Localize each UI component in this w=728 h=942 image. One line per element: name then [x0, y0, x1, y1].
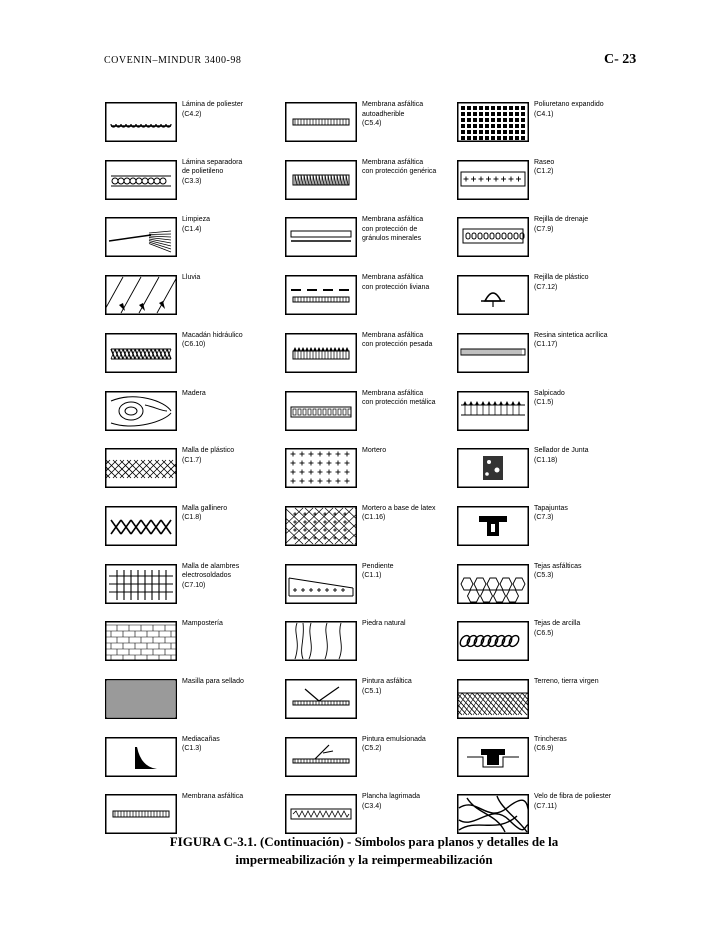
- legend-item: [457, 442, 632, 496]
- legend-item: [285, 154, 460, 208]
- drain-symbol-icon: [457, 217, 529, 257]
- plus-symbol-icon: [285, 448, 357, 488]
- legend-item: [285, 327, 460, 381]
- scallop-symbol-icon: [105, 102, 177, 142]
- metal-symbol-icon: [285, 391, 357, 431]
- legend-label: Trincheras (C6.9): [534, 735, 567, 753]
- legend-label: Membrana asfáltica con protección pesada: [362, 331, 433, 349]
- legend-label: Rejilla de plástico (C7.12): [534, 274, 589, 291]
- legend-label: Tapajuntas (C7.3): [534, 504, 568, 522]
- legend-label: Pendiente (C1.1): [362, 562, 394, 580]
- macadam-symbol-icon: [105, 333, 177, 373]
- heavy-symbol-icon: [285, 333, 357, 373]
- foam-symbol-icon: [457, 102, 529, 142]
- rasseo-symbol-icon: [457, 160, 529, 200]
- hex-symbol-icon: [457, 564, 529, 604]
- resin-symbol-icon: [457, 333, 529, 373]
- legend-label: Tejas asfálticas (C5.3): [534, 562, 582, 580]
- legend-item: [457, 385, 632, 439]
- legend-item: [457, 269, 632, 323]
- legend-label: Malla gallinero (C1.8): [182, 504, 228, 522]
- legend-label: Mampostería: [182, 620, 223, 628]
- mesh-symbol-icon: [105, 448, 177, 488]
- legend-item: [457, 558, 632, 612]
- legend-label: Pintura asfáltica (C5.1): [362, 678, 412, 695]
- granular-symbol-icon: [285, 217, 357, 257]
- legend-item: [285, 500, 460, 554]
- legend-label: Mortero a base de latex (C1.16): [362, 504, 436, 522]
- legend-item: [285, 731, 460, 785]
- wiregrid-symbol-icon: [105, 564, 177, 604]
- splash-symbol-icon: [457, 391, 529, 431]
- legend-label: Membrana asfáltica con protección liviana: [362, 274, 430, 291]
- legend-label: Mediacañas (C1.3): [182, 735, 220, 753]
- legend-item: [457, 500, 632, 554]
- legend-label: Membrana asfáltica: [182, 793, 244, 801]
- legend-item: [457, 673, 632, 727]
- legend-label: Madera: [182, 389, 206, 397]
- legend-label: Resina sintetica acrílica (C1.17): [534, 331, 608, 349]
- brick-symbol-icon: [105, 621, 177, 661]
- document-code: COVENIN–MINDUR 3400-98: [104, 55, 242, 66]
- legend-item: [105, 154, 280, 208]
- caption-line-1: FIGURA C-3.1. (Continuación) - Símbolos para planos y detalles de la: [169, 834, 559, 849]
- grate-symbol-icon: [457, 275, 529, 315]
- legend-label: Lluvia: [182, 274, 201, 282]
- legend-label: Mortero: [362, 447, 387, 455]
- legend-item: [105, 211, 280, 265]
- cove-symbol-icon: [105, 737, 177, 777]
- legend-item: [105, 269, 280, 323]
- figure-caption: [140, 833, 588, 869]
- legend-item: [285, 442, 460, 496]
- caption-line-2: impermeabilización y la reimpermeabilización: [235, 852, 493, 867]
- membrane-symbol-icon: [105, 794, 177, 834]
- rain-symbol-icon: [105, 275, 177, 315]
- legend-label: Plancha lagrimada (C3.4): [362, 793, 420, 810]
- tear-symbol-icon: [285, 794, 357, 834]
- legend-label: Masilla para sellado: [182, 678, 244, 685]
- legend-label: Membrana asfáltica autoadherible (C5.4): [362, 101, 424, 127]
- stone-symbol-icon: [285, 621, 357, 661]
- chicken-symbol-icon: [105, 506, 177, 546]
- circles-symbol-icon: [105, 160, 177, 200]
- membrane-symbol-icon: [285, 102, 357, 142]
- legend-label: Raseo (C1.2): [534, 158, 555, 176]
- legend-item: [285, 269, 460, 323]
- legend-label: Macadán hidráulico (C6.10): [182, 331, 243, 349]
- terrain-symbol-icon: [457, 679, 529, 719]
- legend-item: [457, 327, 632, 381]
- emulsion-symbol-icon: [285, 737, 357, 777]
- latex-symbol-icon: [285, 506, 357, 546]
- cover-symbol-icon: [457, 506, 529, 546]
- legend-label: Membrana asfáltica con protección de gránulos minerales: [362, 216, 424, 243]
- legend-item: [105, 558, 280, 612]
- legend-label: Salpicado (C1.5): [534, 389, 565, 406]
- legend-item: [105, 673, 280, 727]
- legend-label: Lámina de poliester (C4.2): [182, 101, 244, 118]
- legend-label: Piedra natural: [362, 620, 406, 628]
- legend-item: [457, 154, 632, 208]
- broom-symbol-icon: [105, 217, 177, 257]
- legend-label: Pintura emulsionada (C5.2): [362, 735, 426, 753]
- legend-label: Membrana asfáltica con protección genérica: [362, 158, 437, 176]
- membrane-dense-symbol-icon: [285, 160, 357, 200]
- legend-label: Poliuretano expandido (C4.1): [534, 101, 604, 118]
- legend-label: Terreno, tierra virgen: [534, 678, 599, 685]
- legend-label: Rejilla de drenaje (C7.9): [534, 216, 589, 233]
- legend-item: [105, 327, 280, 381]
- legend-label: Sellador de Junta (C1.18): [534, 447, 589, 464]
- legend-label: Lámina separadora de polietileno (C3.3): [182, 158, 243, 185]
- legend-item: [285, 385, 460, 439]
- legend-item: [105, 615, 280, 669]
- legend-item: [105, 500, 280, 554]
- dashes-symbol-icon: [285, 275, 357, 315]
- legend-label: Tejas de arcilla (C6.5): [534, 620, 581, 637]
- legend-item: [105, 385, 280, 439]
- legend-item: [285, 673, 460, 727]
- legend-item: [285, 615, 460, 669]
- legend-label: Membrana asfáltica con protección metálica: [362, 389, 436, 406]
- trench-symbol-icon: [457, 737, 529, 777]
- legend-label: Limpieza (C1.4): [182, 216, 211, 233]
- fiber-symbol-icon: [457, 794, 529, 834]
- paint-symbol-icon: [285, 679, 357, 719]
- legend-label: Malla de alambres electrosoldados (C7.10): [182, 562, 240, 589]
- legend-label: Malla de plástico (C1.7): [182, 447, 235, 464]
- wood-symbol-icon: [105, 391, 177, 431]
- clay-symbol-icon: [457, 621, 529, 661]
- legend-item: [105, 731, 280, 785]
- joint-symbol-icon: [457, 448, 529, 488]
- slope-symbol-icon: [285, 564, 357, 604]
- legend-item: [105, 96, 280, 150]
- legend-item: [457, 96, 632, 150]
- legend-item: [457, 615, 632, 669]
- sealant-symbol-icon: [105, 679, 177, 719]
- legend-item: [285, 96, 460, 150]
- legend-item: [457, 211, 632, 265]
- page-number: C- 23: [604, 52, 637, 67]
- legend-item: [285, 211, 460, 265]
- legend-item: [105, 442, 280, 496]
- legend-item: [457, 731, 632, 785]
- legend-item: [285, 558, 460, 612]
- legend-label: Velo de fibra de poliester (C7.11): [534, 793, 612, 810]
